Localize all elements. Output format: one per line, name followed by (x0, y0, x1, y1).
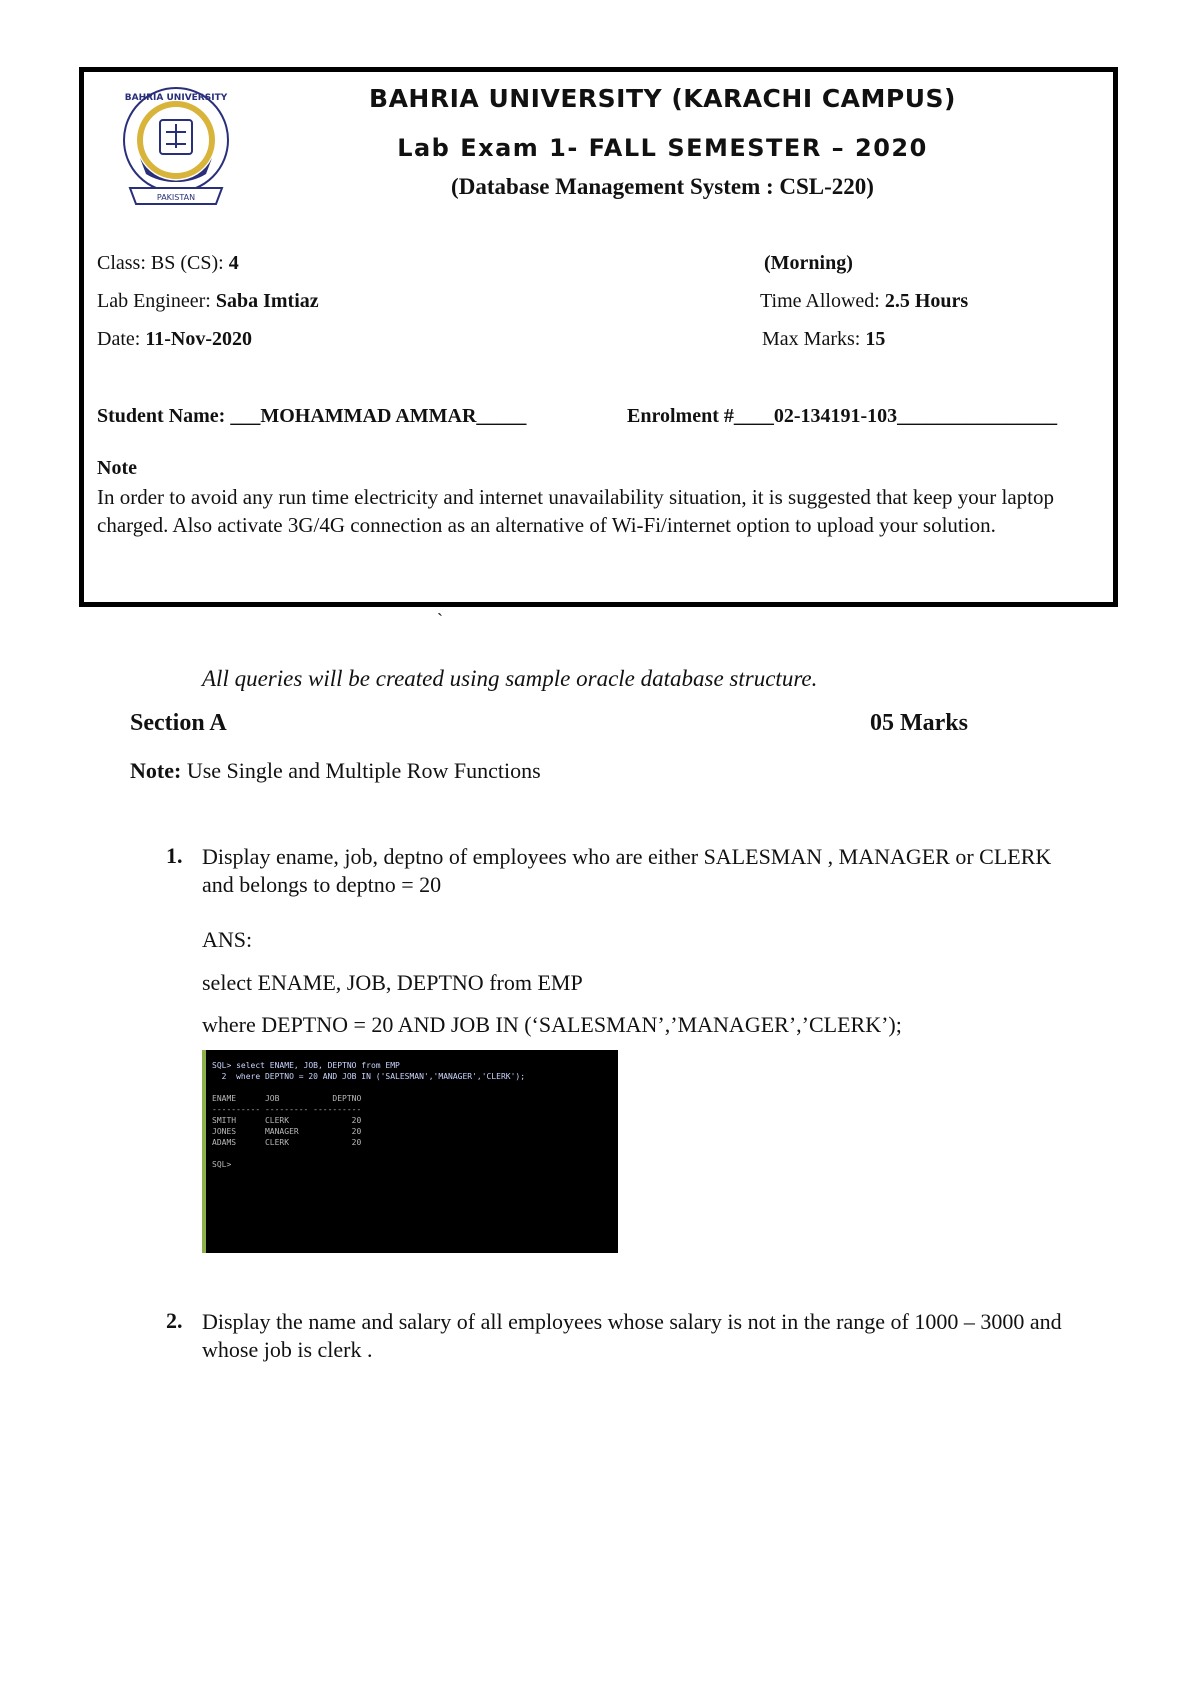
logo-bottom-text: PAKISTAN (156, 193, 196, 202)
terminal-row-1: SMITH CLERK 20 (212, 1116, 362, 1125)
intro-text: All queries will be created using sample oracle database structure. (202, 666, 818, 691)
terminal-row-2: JONES MANAGER 20 (212, 1127, 362, 1136)
answer-label: ANS: (202, 927, 253, 952)
question-2-number: 2. (166, 1308, 183, 1333)
question-2-text: Display the name and salary of all employees whose salary is not in the range of 1000 – 3000 and whose job is clerk . (202, 1309, 1062, 1362)
question-1-number: 1. (166, 843, 183, 868)
section-marks: 05 Marks (870, 710, 968, 736)
time-allowed-info: Time Allowed: 2.5 Hours (760, 290, 969, 312)
student-name-field: Student Name: ___MOHAMMAD AMMAR_____ (97, 405, 527, 427)
exam-title: Lab Exam 1- FALL SEMESTER – 2020 (397, 134, 928, 162)
exam-header-box (79, 67, 1118, 607)
section-note: Note: Use Single and Multiple Row Functions (130, 758, 541, 783)
lab-engineer-info: Lab Engineer: Saba Imtiaz (97, 290, 319, 312)
enrolment-field: Enrolment #____02-134191-103________________ (627, 405, 1058, 427)
terminal-prompt: SQL> (212, 1160, 232, 1169)
answer-line-2: where DEPTNO = 20 AND JOB IN (‘SALESMAN’,’MANAGER’,’CLERK’); (202, 1012, 902, 1037)
class-info: Class: BS (CS): 4 (97, 252, 239, 274)
answer-line-1: select ENAME, JOB, DEPTNO from EMP (202, 970, 583, 995)
logo-top-text: BAHRIA UNIVERSITY (124, 93, 228, 103)
note-text: In order to avoid any run time electricity and internet unavailability situation, it is suggested that keep your laptop charged. Also activate 3G/4G connection as an alternative of Wi-Fi/internet option to upload your solution. (97, 485, 1054, 537)
note-heading: Note (97, 457, 137, 479)
terminal-line-1: SQL> select ENAME, JOB, DEPTNO from EMP (212, 1061, 400, 1070)
shift-info: (Morning) (764, 252, 853, 274)
university-title: BAHRIA UNIVERSITY (KARACHI CAMPUS) (369, 84, 956, 113)
date-info: Date: 11-Nov-2020 (97, 328, 252, 350)
terminal-line-2: 2 where DEPTNO = 20 AND JOB IN ('SALESMAN','MANAGER','CLERK'); (212, 1072, 526, 1081)
terminal-separator: ---------- --------- ---------- (212, 1105, 362, 1114)
section-title: Section A (130, 710, 227, 736)
terminal-header: ENAME JOB DEPTNO (212, 1094, 362, 1103)
stray-mark: ` (437, 610, 443, 630)
max-marks-info: Max Marks: 15 (762, 328, 886, 350)
question-1-text: Display ename, job, deptno of employees who are either SALESMAN , MANAGER or CLERK and belongs to deptno = 20 (202, 844, 1052, 897)
terminal-row-3: ADAMS CLERK 20 (212, 1138, 362, 1147)
course-title: (Database Management System : CSL-220) (451, 174, 874, 199)
sql-output-screenshot (202, 1050, 618, 1253)
